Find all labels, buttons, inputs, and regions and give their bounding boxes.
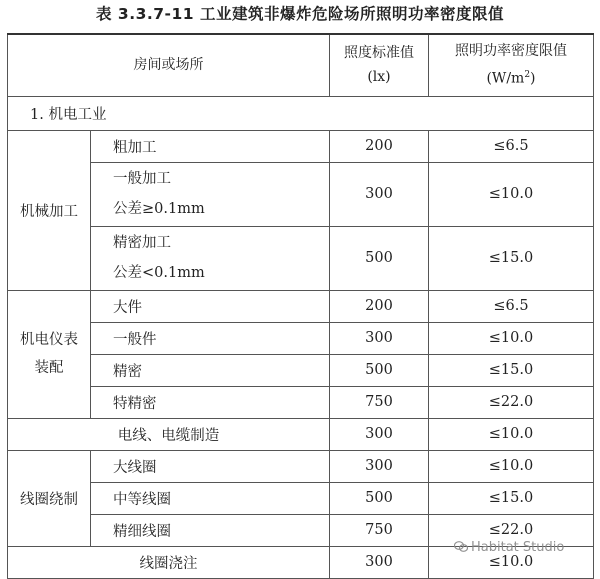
table-row: [8, 290, 594, 322]
group-assembly-line2: 装配: [34, 360, 64, 376]
table-caption: 表 3.3.7-11 工业建筑非爆炸危险场所照明功率密度限值: [96, 5, 504, 23]
group-assembly: [8, 290, 91, 418]
group-coil: 线圈绕制: [8, 450, 91, 546]
row-name: 特精密: [91, 386, 330, 418]
row-lpd: ≤10.0: [429, 450, 594, 482]
table-row: [8, 354, 594, 386]
header-lux-label: 照度标准值: [344, 45, 414, 62]
row-lux: 200: [330, 130, 429, 162]
row-lux: 500: [330, 482, 429, 514]
row-lpd: ≤10.0: [429, 546, 594, 578]
row-lux: 300: [330, 322, 429, 354]
row-name: 精密: [91, 354, 330, 386]
row-name-line1: 精密加工: [113, 235, 171, 251]
row-name: 粗加工: [91, 130, 330, 162]
row-lpd: ≤10.0: [429, 162, 594, 226]
row-lux: 300: [330, 418, 429, 450]
row-name-line2: 公差<0.1mm: [113, 265, 205, 281]
row-name: 线圈浇注: [8, 546, 330, 578]
row-name: 大件: [91, 290, 330, 322]
row-name: 大线圈: [91, 450, 330, 482]
row-name: 精细线圈: [91, 514, 330, 546]
row-lpd: ≤6.5: [429, 290, 594, 322]
row-name: 中等线圈: [91, 482, 330, 514]
section-title: 1. 机电工业: [8, 96, 594, 130]
table-row: [8, 162, 594, 226]
header-lpd-unit-suffix: ): [530, 71, 536, 88]
header-lpd-unit-sup: 2: [524, 70, 531, 81]
table-row: [8, 418, 594, 450]
row-lux: 200: [330, 290, 429, 322]
watermark-text: Habitat Studio: [471, 540, 565, 555]
row-lpd: ≤10.0: [429, 322, 594, 354]
header-lpd-unit-prefix: (W/m: [486, 71, 525, 88]
table-row: [8, 130, 594, 162]
table-row: [8, 482, 594, 514]
wechat-icon: [454, 541, 468, 552]
row-lux: 300: [330, 546, 429, 578]
row-lux: 300: [330, 450, 429, 482]
header-room: 房间或场所: [8, 34, 330, 96]
header-lpd-unit: [429, 63, 593, 91]
row-lpd: ≤15.0: [429, 482, 594, 514]
row-lux: 750: [330, 514, 429, 546]
group-assembly-line1: 机电仪表: [20, 332, 78, 348]
header-lpd-label: 照明功率密度限值: [455, 43, 567, 60]
watermark: [454, 540, 564, 555]
table-row: [8, 450, 594, 482]
section-row: [8, 96, 594, 130]
row-lpd: ≤15.0: [429, 226, 594, 290]
row-name: 一般件: [91, 322, 330, 354]
row-lpd: ≤22.0: [429, 386, 594, 418]
lighting-power-density-table: [7, 33, 594, 579]
row-name-line2: 公差≥0.1mm: [113, 201, 205, 217]
group-machining: 机械加工: [8, 130, 91, 290]
row-lux: 500: [330, 226, 429, 290]
row-lpd: ≤10.0: [429, 418, 594, 450]
row-lux: 300: [330, 162, 429, 226]
header-lux-unit: (lx): [367, 69, 391, 86]
row-name-line1: 一般加工: [113, 171, 171, 187]
row-name: 电线、电缆制造: [8, 418, 330, 450]
header-lux: [330, 34, 429, 96]
row-lpd: ≤22.0: [429, 514, 594, 546]
table-row: [8, 322, 594, 354]
row-name: [91, 162, 330, 226]
table-header-row: [8, 34, 594, 96]
row-lpd: ≤15.0: [429, 354, 594, 386]
row-lux: 500: [330, 354, 429, 386]
header-lpd: [429, 34, 594, 96]
row-lpd: ≤6.5: [429, 130, 594, 162]
row-name: [91, 226, 330, 290]
table-row: [8, 386, 594, 418]
row-lux: 750: [330, 386, 429, 418]
table-row: [8, 226, 594, 290]
